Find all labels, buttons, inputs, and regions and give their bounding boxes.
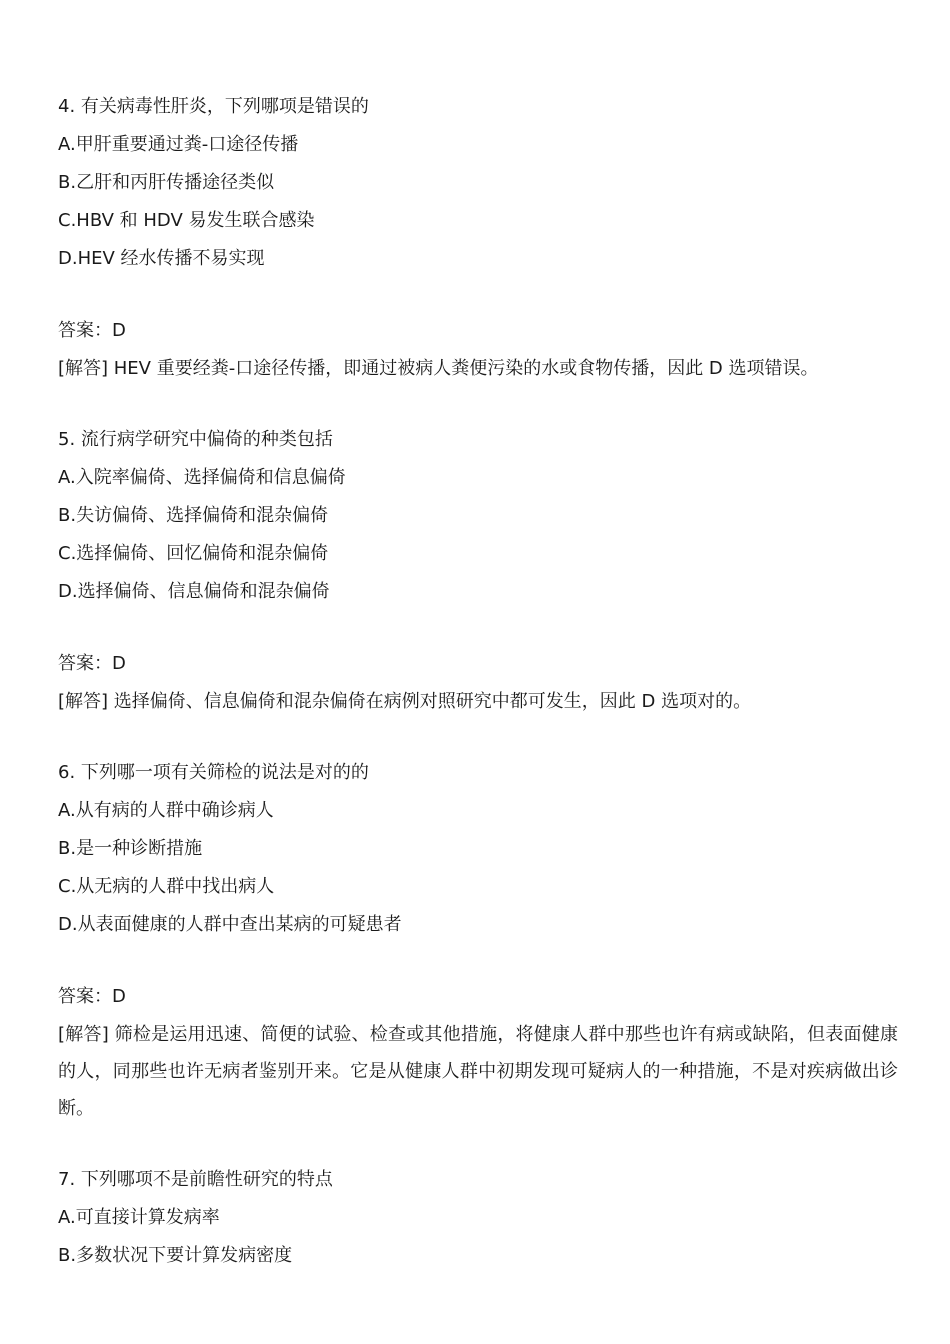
question-5	[58, 421, 898, 720]
question-6	[58, 754, 898, 1127]
answer-block	[58, 312, 898, 387]
question-stem: 4. 有关病毒性肝炎，下列哪项是错误的	[58, 96, 369, 117]
option-c: C.从无病的人群中找出病人	[58, 876, 275, 897]
option-c: C.选择偏倚、回忆偏倚和混杂偏倚	[58, 543, 329, 564]
question-7	[58, 1161, 898, 1275]
answer-block	[58, 978, 898, 1127]
option-a: A.甲肝重要通过粪-口途径传播	[58, 134, 299, 155]
option-b: B.失访偏倚、选择偏倚和混杂偏倚	[58, 505, 329, 526]
answer-label: 答案：D	[58, 986, 126, 1007]
option-c: C.HBV 和 HDV 易发生联合感染	[58, 210, 315, 231]
option-d: D.选择偏倚、信息偏倚和混杂偏倚	[58, 581, 330, 602]
option-a: A.从有病的人群中确诊病人	[58, 800, 274, 821]
option-b: B.乙肝和丙肝传播途径类似	[58, 172, 275, 193]
option-b: B.是一种诊断措施	[58, 838, 203, 859]
option-d: D.HEV 经水传播不易实现	[58, 248, 265, 269]
explanation: [解答] 筛检是运用迅速、简便的试验、检查或其他措施，将健康人群中那些也许有病或缺陷，但表面健康的人，同那些也许无病者鉴别开来。它是从健康人群中初期发现可疑病人的一种措施，不是对疾病做出诊断。	[58, 1024, 898, 1119]
answer-label: 答案：D	[58, 320, 126, 341]
answer-block	[58, 645, 898, 720]
question-stem: 6. 下列哪一项有关筛检的说法是对的的	[58, 762, 369, 783]
explanation: [解答] 选择偏倚、信息偏倚和混杂偏倚在病例对照研究中都可发生，因此 D 选项对的。	[58, 691, 752, 712]
question-4	[58, 88, 898, 387]
document-page	[58, 88, 898, 1309]
option-a: A.入院率偏倚、选择偏倚和信息偏倚	[58, 467, 346, 488]
option-d: D.从表面健康的人群中查出某病的可疑患者	[58, 914, 402, 935]
question-stem: 5. 流行病学研究中偏倚的种类包括	[58, 429, 333, 450]
option-a: A.可直接计算发病率	[58, 1207, 220, 1228]
question-stem: 7. 下列哪项不是前瞻性研究的特点	[58, 1169, 333, 1190]
option-b: B.多数状况下要计算发病密度	[58, 1245, 293, 1266]
explanation: [解答] HEV 重要经粪-口途径传播，即通过被病人粪便污染的水或食物传播，因此 D 选项错误。	[58, 358, 819, 379]
answer-label: 答案：D	[58, 653, 126, 674]
